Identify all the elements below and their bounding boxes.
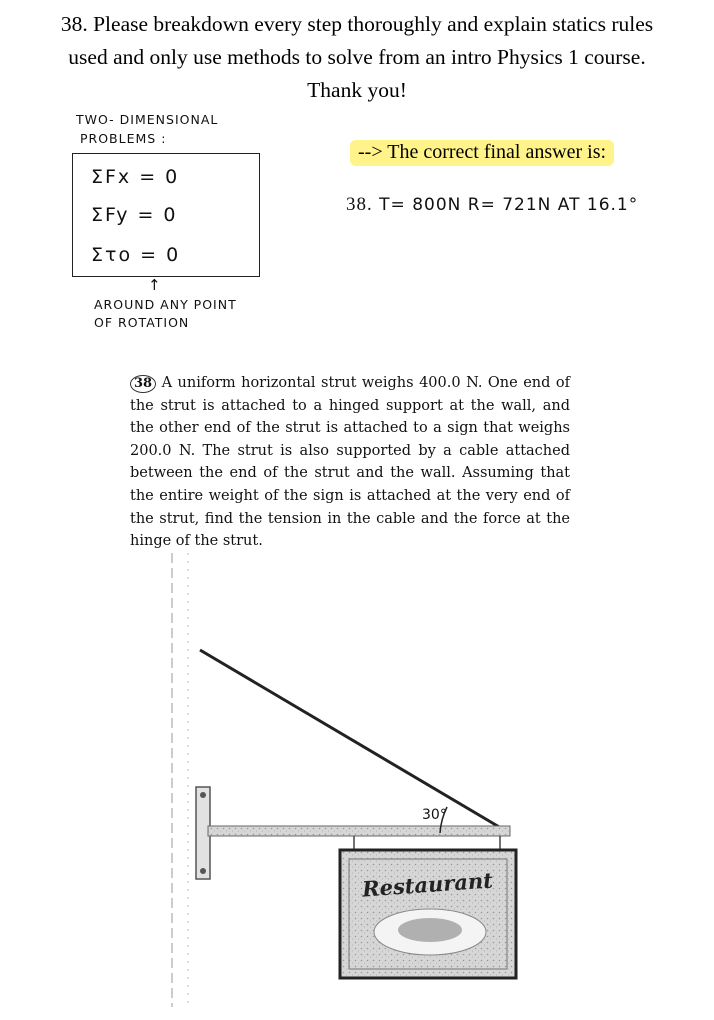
notes-heading-line-1: TWO- DIMENSIONAL xyxy=(76,112,219,127)
notes-foot-line-2: OF ROTATION xyxy=(94,315,190,330)
sum-torque-equation: Στo = 0 xyxy=(91,244,181,266)
hinge-bolt-top xyxy=(200,792,206,798)
notes-footnote xyxy=(94,296,237,332)
question-line-3: Thank you! xyxy=(307,78,407,102)
problem-text: A uniform horizontal strut weighs 400.0 N. One end of the strut is attached to a hinged support at the wall, and the other end of the strut is attached to a sign that weighs 200.0 N. The strut is also supported by a cable attached between the end of the strut and the wall. Assuming that the entire weight of the sign is attached at the very end of the strut, find the tension in the cable and the force at the hinge of the strut. xyxy=(130,375,570,550)
problem-number: 38 xyxy=(130,375,156,393)
up-arrow-icon: ↑ xyxy=(148,276,161,294)
notes-heading xyxy=(76,110,218,148)
sum-fx-equation: ΣFx = 0 xyxy=(91,166,180,188)
answer-line xyxy=(346,194,638,216)
answer-banner: --> The correct final answer is: xyxy=(350,140,614,166)
sum-fy-equation: ΣFy = 0 xyxy=(91,204,178,226)
cable-line xyxy=(200,650,506,831)
question-line-2: used and only use methods to solve from an intro Physics 1 course. xyxy=(68,45,646,69)
notes-heading-line-2: PROBLEMS : xyxy=(80,131,167,146)
strut-diagram xyxy=(150,545,550,1015)
sign-food-icon xyxy=(398,918,462,942)
question-text xyxy=(0,8,714,107)
problem-statement xyxy=(130,372,570,553)
answer-text: T= 800N R= 721N AT 16.1° xyxy=(379,195,639,215)
hinge-bolt-bottom xyxy=(200,868,206,874)
question-line-1: 38. Please breakdown every step thoroughly and explain statics rules xyxy=(60,12,654,36)
sign-text: Restaurant xyxy=(361,867,494,902)
angle-label: 30° xyxy=(422,807,447,823)
answer-number: 38. xyxy=(346,194,373,215)
notes-foot-line-1: AROUND ANY POINT xyxy=(94,297,237,312)
strut-bar xyxy=(208,826,510,836)
equilibrium-equations-box xyxy=(72,153,260,277)
